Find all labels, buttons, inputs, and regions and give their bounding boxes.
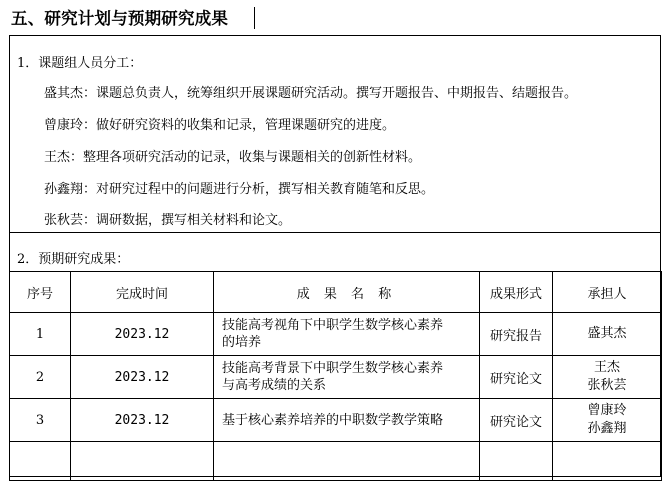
division-label: 1．课题组人员分工： (17, 56, 143, 71)
header-form: 成果形式 (480, 272, 553, 313)
row-name-line: 技能高考背景下中职学生数学核心素养 (222, 361, 444, 376)
table-row-empty (10, 442, 662, 481)
row-owner-line: 王杰 (593, 360, 620, 375)
row-owner (553, 399, 662, 442)
row-form: 研究报告 (480, 313, 553, 356)
empty-cell (553, 442, 662, 481)
member-line-1: 盛其杰：课题总负责人，统筹组织开展课题研究活动。撰写开题报告、中期报告、结题报告。 (44, 86, 578, 101)
member-line-3: 王杰：整理各项研究活动的记录，收集与课题相关的创新性材料。 (44, 150, 422, 165)
row-name (214, 399, 480, 442)
header-name: 成 果 名 称 (214, 272, 480, 313)
row-form: 研究论文 (480, 399, 553, 442)
table-row (10, 356, 662, 399)
empty-cell (214, 442, 480, 481)
row-owner-line: 盛其杰 (587, 326, 627, 341)
row-owner (553, 356, 662, 399)
empty-cell (480, 442, 553, 481)
row-name-line: 技能高考视角下中职学生数学核心素养 (222, 318, 444, 333)
row-name-line: 的培养 (222, 335, 262, 350)
header-owner: 承担人 (553, 272, 662, 313)
header-time: 完成时间 (71, 272, 214, 313)
member-line-2: 曾康玲：做好研究资料的收集和记录，管理课题研究的进度。 (44, 118, 396, 133)
row-time: 2023.12 (71, 399, 214, 442)
section-divider (9, 232, 661, 233)
row-name-line: 基于核心素养培养的中职数学教学策略 (222, 412, 444, 428)
row-index: 1 (10, 313, 71, 356)
row-index: 3 (10, 399, 71, 442)
section-heading: 五、研究计划与预期研究成果 (11, 9, 229, 28)
row-owner-line: 孙鑫翔 (587, 421, 627, 436)
row-owner-line: 曾康玲 (587, 403, 627, 418)
row-time: 2023.12 (71, 313, 214, 356)
row-time: 2023.12 (71, 356, 214, 399)
row-form: 研究论文 (480, 356, 553, 399)
row-name (214, 356, 480, 399)
row-owner (553, 313, 662, 356)
empty-cell (10, 442, 71, 481)
member-line-4: 孙鑫翔：对研究过程中的问题进行分析，撰写相关教育随笔和反思。 (44, 182, 435, 197)
member-line-5: 张秋芸：调研数据，撰写相关材料和论文。 (44, 213, 292, 228)
row-index: 2 (10, 356, 71, 399)
header-index: 序号 (10, 272, 71, 313)
results-label: 2．预期研究成果： (17, 252, 130, 267)
row-name-line: 与高考成绩的关系 (222, 378, 327, 393)
row-owner-line: 张秋芸 (587, 378, 627, 393)
table-row (10, 399, 662, 442)
table-row (10, 313, 662, 356)
row-name (214, 313, 480, 356)
results-table (9, 271, 662, 481)
table-header-row (10, 272, 662, 313)
empty-cell (71, 442, 214, 481)
text-cursor (254, 7, 255, 29)
